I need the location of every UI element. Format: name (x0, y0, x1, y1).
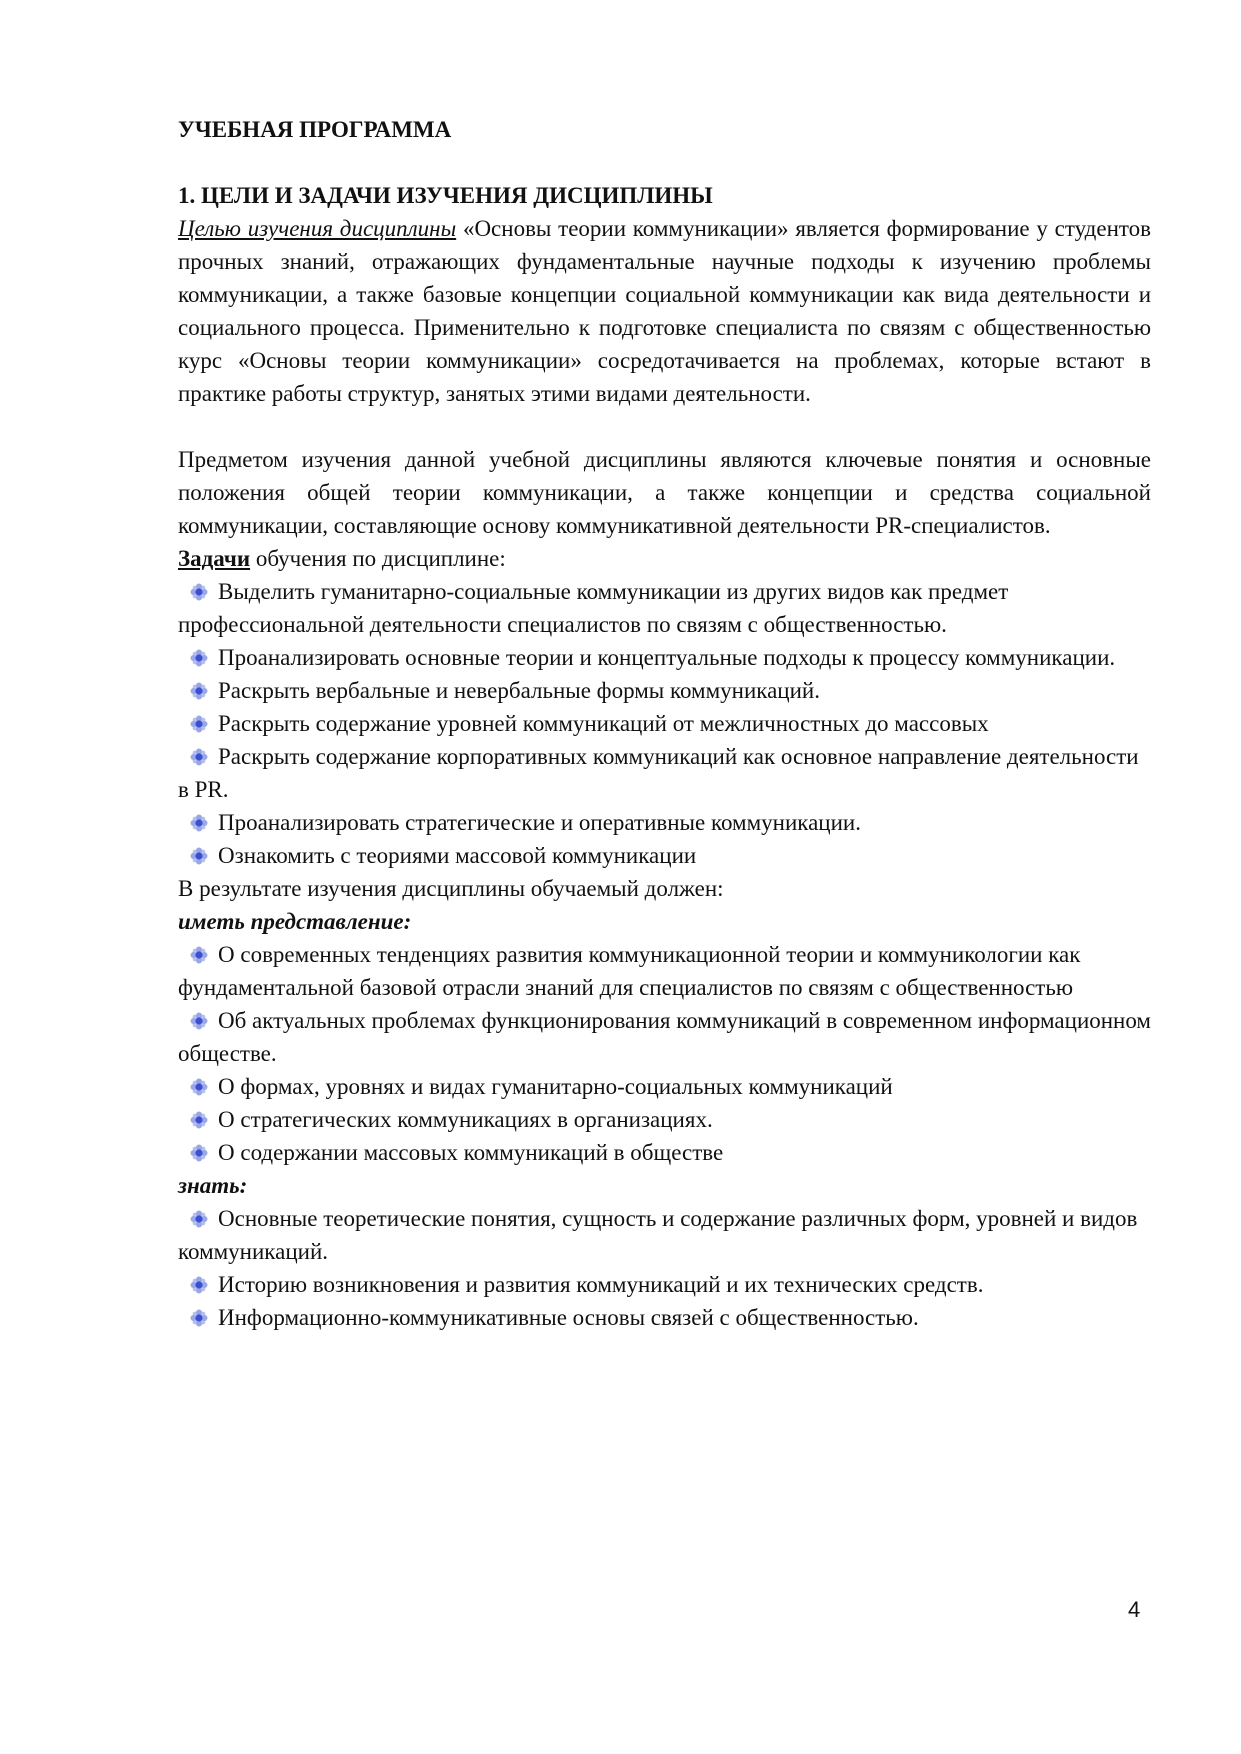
page-content (178, 113, 1151, 1334)
outcomes-intro: В результате изучения дисциплины обучаемый должен: (178, 876, 724, 901)
document-title: УЧЕБНАЯ ПРОГРАММА (178, 117, 452, 142)
flower-bullet-icon (190, 814, 208, 832)
list-item: Об актуальных проблемах функционирования коммуникаций в современном информационном обществе. (178, 1008, 1151, 1066)
goal-lead: Целью изучения дисциплины (178, 216, 457, 241)
list-item: Проанализировать основные теории и концептуальные подходы к процессу коммуникации. (178, 641, 1151, 674)
flower-bullet-icon (190, 715, 208, 733)
flower-bullet-icon (190, 583, 208, 601)
page-number: 4 (1128, 1597, 1141, 1622)
flower-bullet-icon (190, 946, 208, 964)
section-heading: 1. ЦЕЛИ И ЗАДАЧИ ИЗУЧЕНИЯ ДИСЦИПЛИНЫ (178, 183, 713, 208)
subject-paragraph: Предметом изучения данной учебной дисциплины являются ключевые понятия и основные положения общей теории коммуникации, а также концепции и средства социальной коммуникации, составляющие основу коммуникативной деятельности PR-специалистов. (178, 447, 1151, 538)
flower-bullet-icon (190, 1012, 208, 1030)
list-item: Выделить гуманитарно-социальные коммуникации из других видов как предмет профессиональной деятельности специалистов по связям с общественностью. (178, 579, 1009, 637)
flower-bullet-icon (190, 1309, 208, 1327)
goal-paragraph (178, 212, 1151, 410)
represent-list (178, 938, 1151, 1169)
tasks-list (178, 575, 1151, 872)
list-item: Проанализировать стратегические и оперативные коммуникации. (178, 806, 1151, 839)
list-item: Раскрыть содержание уровней коммуникаций от межличностных до массовых (178, 707, 1151, 740)
know-label: знать: (178, 1173, 248, 1198)
flower-bullet-icon (190, 1276, 208, 1294)
list-item: О современных тенденциях развития коммуникационной теории и коммуникологии как фундаментальной базовой отрасли знаний для специалистов по связям с общественностью (178, 942, 1081, 1000)
flower-bullet-icon (190, 1111, 208, 1129)
tasks-lead-rest: обучения по дисциплине: (250, 546, 506, 571)
list-item: О формах, уровнях и видах гуманитарно-социальных коммуникаций (178, 1070, 1151, 1103)
list-item: Раскрыть содержание корпоративных коммуникаций как основное направление деятельности в PR. (178, 744, 1139, 802)
list-item: Информационно-коммуникативные основы связей с общественностью. (178, 1301, 1151, 1334)
flower-bullet-icon (190, 1210, 208, 1228)
list-item: О содержании массовых коммуникаций в обществе (178, 1136, 1151, 1169)
list-item: Историю возникновения и развития коммуникаций и их технических средств. (178, 1268, 1151, 1301)
list-item: Основные теоретические понятия, сущность и содержание различных форм, уровней и видов коммуникаций. (178, 1206, 1138, 1264)
flower-bullet-icon (190, 748, 208, 766)
flower-bullet-icon (190, 682, 208, 700)
tasks-lead (178, 542, 1151, 575)
goal-text: «Основы теории коммуникации» является формирование у студентов прочных знаний, отражающих фундаментальные научные подходы к изучению проблемы коммуникации, а также базовые концепции социальной коммуникации как вида деятельности и социального процесса. Применительно к подготовке специалиста по связям с общественностью курс «Основы теории коммуникации» сосредотачивается на проблемах, которые встают в практике работы структур, занятых этими видами деятельности. (178, 216, 1152, 406)
represent-label: иметь представление: (178, 909, 412, 934)
flower-bullet-icon (190, 649, 208, 667)
list-item: О стратегических коммуникациях в организациях. (178, 1103, 1151, 1136)
list-item: Ознакомить с теориями массовой коммуникации (178, 839, 1151, 872)
flower-bullet-icon (190, 1078, 208, 1096)
flower-bullet-icon (190, 1144, 208, 1162)
know-list (178, 1202, 1151, 1334)
flower-bullet-icon (190, 847, 208, 865)
tasks-lead-bold: Задачи (178, 546, 251, 571)
list-item: Раскрыть вербальные и невербальные формы коммуникаций. (178, 674, 1151, 707)
